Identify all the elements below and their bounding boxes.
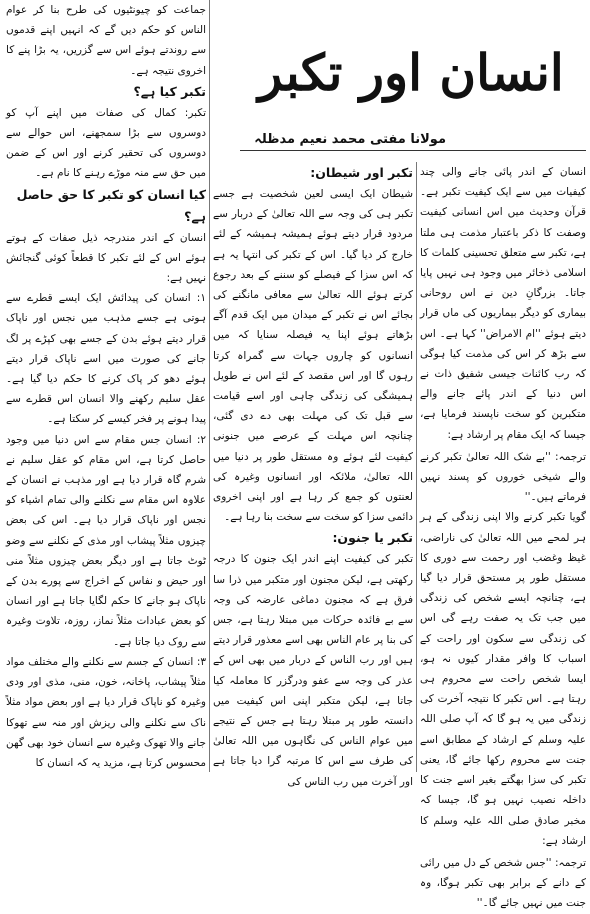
paragraph: انسان کے اندر مندرجہ ذیل صفات کے ہوتے ہوئے اس کے لئے تکبر کا قطعاً کوئی گنجائش نہیں ہے: [6, 231, 206, 285]
paragraph: ۱: انسان کی پیدائش ایک ایسے قطرے سے ہوتی ہے جسے مذہب میں نجس اور ناپاک قرار دیتے ہوئے بدن کے جسے بھی کپڑے پر لگ جانے کی صورت میں اسے ناپاک قرار دیتے ہوئے دھو کر پاک کرنے کا حکم دیا گیا ہے۔ عقل سلیم رکھنے والا انسان اس قطرے سے پیدا ہونے پر فخر کیسے کر سکتا ہے۔ [6, 292, 206, 426]
translation: ترجمہ: ''بے شک اللہ تعالیٰ تکبر کرنے والے شیخی خوروں کو پسند نہیں فرماتے ہیں۔'' [420, 450, 586, 504]
paragraph: تکبر کی کیفیت اپنے اندر ایک جنون کا درجہ رکھتی ہے، لیکن مجنون اور متکبر میں ذرا سا فرق ہے کہ مجنون دماغی عارضہ کی وجہ سے بے فائدہ حرکات میں مبتلا رہتا ہے، جس کی بنا پر عام الناس بھی اسے معذور قرار دیتے ہیں اور رب الناس کے دربار میں بھی اس کے عذر کی وجہ سے عفو ودرگزر کا معاملہ کیا جاتا ہے، لیکن متکبر اپنی اس کیفیت میں دانستہ طور پر مبتلا رہتا ہے جس کے نتیجے میں عوام الناس کی نگاہوں میں اللہ تعالیٰ کی طرف سے اس کا مرتبہ گرا دیا جاتا ہے اور آخرت میں رب الناس کی [213, 553, 413, 788]
title-underline [240, 150, 586, 151]
column-left [6, 0, 206, 773]
paragraph: انسان کے اندر پائی جانے والی چند کیفیات میں سے ایک کیفیت تکبر ہے۔ قرآن وحدیث میں اس انسانی کیفیت وصفت کا ذکر باعتبار مذمت ہی ملتا ہے، تکبر سے متعلق تحسینی کلمات کا اسلامی ذخائر میں وجود ہی نہیں پایا جاتا۔ بزرگانِ دین نے اس روحانی بیماری کو دیگر بیماریوں کی ماں قرار دیتے ہوئے ''ام الامراض'' کہا ہے۔ اس سے بڑھ کر اس کی مذمت کیا ہوگی کہ رب کائنات جیسی شفیق ذات نے اس دنیا کے اندر پائے جانے والے متکبرین کو سخت ناپسند فرمایا ہے، جیسا کہ ایک مقام پر ارشاد ہے: [420, 166, 586, 441]
paragraph: گویا تکبر کرنے والا اپنی زندگی کے ہر ہر لمحے میں اللہ تعالیٰ کی ناراضی، غیظ وغضب اور رحمت سے دوری کا مستقل طور پر مستحق قرار دیا گیا ہے، چنانچہ ایسے شخص کی زندگی میں جب تک یہ صفت رہے گی اس کی زندگی سے سکون اور راحت کے اسباب کا وافر مقدار کیوں نہ ہو، ایسا شخص راحت سے محروم ہی رہتا ہے۔ اس تکبر کا نتیجہ آخرت کی زندگی میں یہ ہو گا کہ آپ صلی اللہ علیہ وسلم کے ارشاد کے مطابق اسے جنت سے محروم رکھا جائے گا، یعنی تکبر کی سزا بھگتے بغیر اسے جنت کا داخلہ نصیب نہیں ہو گا، جیسا کہ مخبر صادق صلی اللہ علیہ وسلم کا ارشاد ہے: [420, 511, 586, 847]
section-heading: تکبر کیا ہے؟ [133, 83, 206, 99]
translation: ترجمہ: ''جس شخص کے دل میں رائی کے دانے کے برابر بھی تکبر ہوگا، وہ جنت میں نہیں جائے گا۔'' [420, 856, 586, 910]
column-middle [213, 162, 413, 792]
article-byline: مولانا مفتی محمد نعیم مدظلہ [254, 132, 446, 147]
section-heading: تکبر اور شیطان: [310, 165, 413, 180]
paragraph: ۳: انسان کے جسم سے نکلنے والے مختلف مواد مثلاً پیشاب، پاخانہ، خون، منی، مذی اور ودی وغیرہ کو ناپاک قرار دیا ہے اور بعض مواد مثلاً ناک سے نکلنے والی ریزش اور منہ سے تھوکا جانے والا تھوک وغیرہ سے انسان خود بھی گھن محسوس کرتا ہے، مزید یہ کہ انسان کا [6, 655, 206, 769]
section-heading: کیا انسان کو تکبر کا حق حاصل ہے؟ [16, 186, 206, 224]
article-title: انسان اور تکبر [258, 43, 564, 102]
column-divider [209, 0, 210, 772]
column-right [420, 162, 586, 914]
paragraph: تکبر: کمال کی صفات میں اپنے آپ کو دوسروں سے بڑا سمجھنے، اس حوالے سے دوسروں کی تحقیر کرنے اور اس کے ضمن میں حق سے منہ موڑے رہنے کا نام ہے۔ [6, 106, 206, 180]
paragraph: جماعت کو چیونٹیوں کی طرح بنا کر عوام الناس کو حکم دیں گے کہ انہیں اپنے قدموں سے روندتے ہوئے اس سے گزریں، یہ بڑا پنے کا اخروی نتیجہ ہے۔ [6, 4, 206, 77]
section-heading: تکبر یا جنون: [332, 530, 413, 546]
column-divider [416, 162, 417, 772]
paragraph: شیطان ایک ایسی لعین شخصیت ہے جسے تکبر ہی کی وجہ سے اللہ تعالیٰ کے دربار سے مردود قرار دیتے ہوئے ہمیشہ ہمیشہ کے لئے خارج کر دیا گیا۔ اس کے تکبر کی انتہا یہ ہے کہ اس سزا کے فیصلے کو سننے کے بعد رجوع کرتے ہوئے اللہ تعالیٰ سے معافی مانگنے کی بجائے اس نے تکبر کے میدان میں ایک قدم آگے بڑھاتے ہوئے اپنا یہ فیصلہ سنایا کہ میں انسانوں کو چاروں جہات سے گمراہ کرتا رہوں گا اور اس مقصد کے لئے اس نے طویل ہمیشگی کی زندگی چاہی اور اسے قیامت سے قبل تک کی مہلت بھی دے دی گئی، چنانچہ اس مہلت کے عرصے میں جنونی کیفیت لئے ہوئے وہ مستقل طور پر دنیا میں اللہ تعالیٰ، ملائکہ اور انسانوں وغیرہ کی لعنتوں کو جمع کر رہا ہے اور اپنی اخروی دائمی سزا کو سخت سے سخت بنا رہا ہے۔ [213, 188, 413, 524]
paragraph: ۲: انسان جس مقام سے اس دنیا میں وجود حاصل کرتا ہے، اس مقام کو عقل سلیم نے شرم گاہ قرار دیا ہے اور مذہب نے انسان کے علاوہ اس مقام سے نکلنے والی تمام اشیاء کو نجس اور ناپاک قرار دیا ہے۔ اس کی بعض چیزوں مثلاً پیشاب اور مذی کے نکلنے سے وضو ٹوٹ جاتا ہے اور دیگر بعض چیزوں مثلاً منی اور حیض و نفاس کے اخراج سے پورے بدن کے ناپاک ہو جانے کا حکم لگایا جاتا ہے اور انسان کو بعض عبادات مثلاً نماز، روزہ، تلاوت وغیرہ سے روک دیا جاتا ہے۔ [6, 433, 206, 648]
